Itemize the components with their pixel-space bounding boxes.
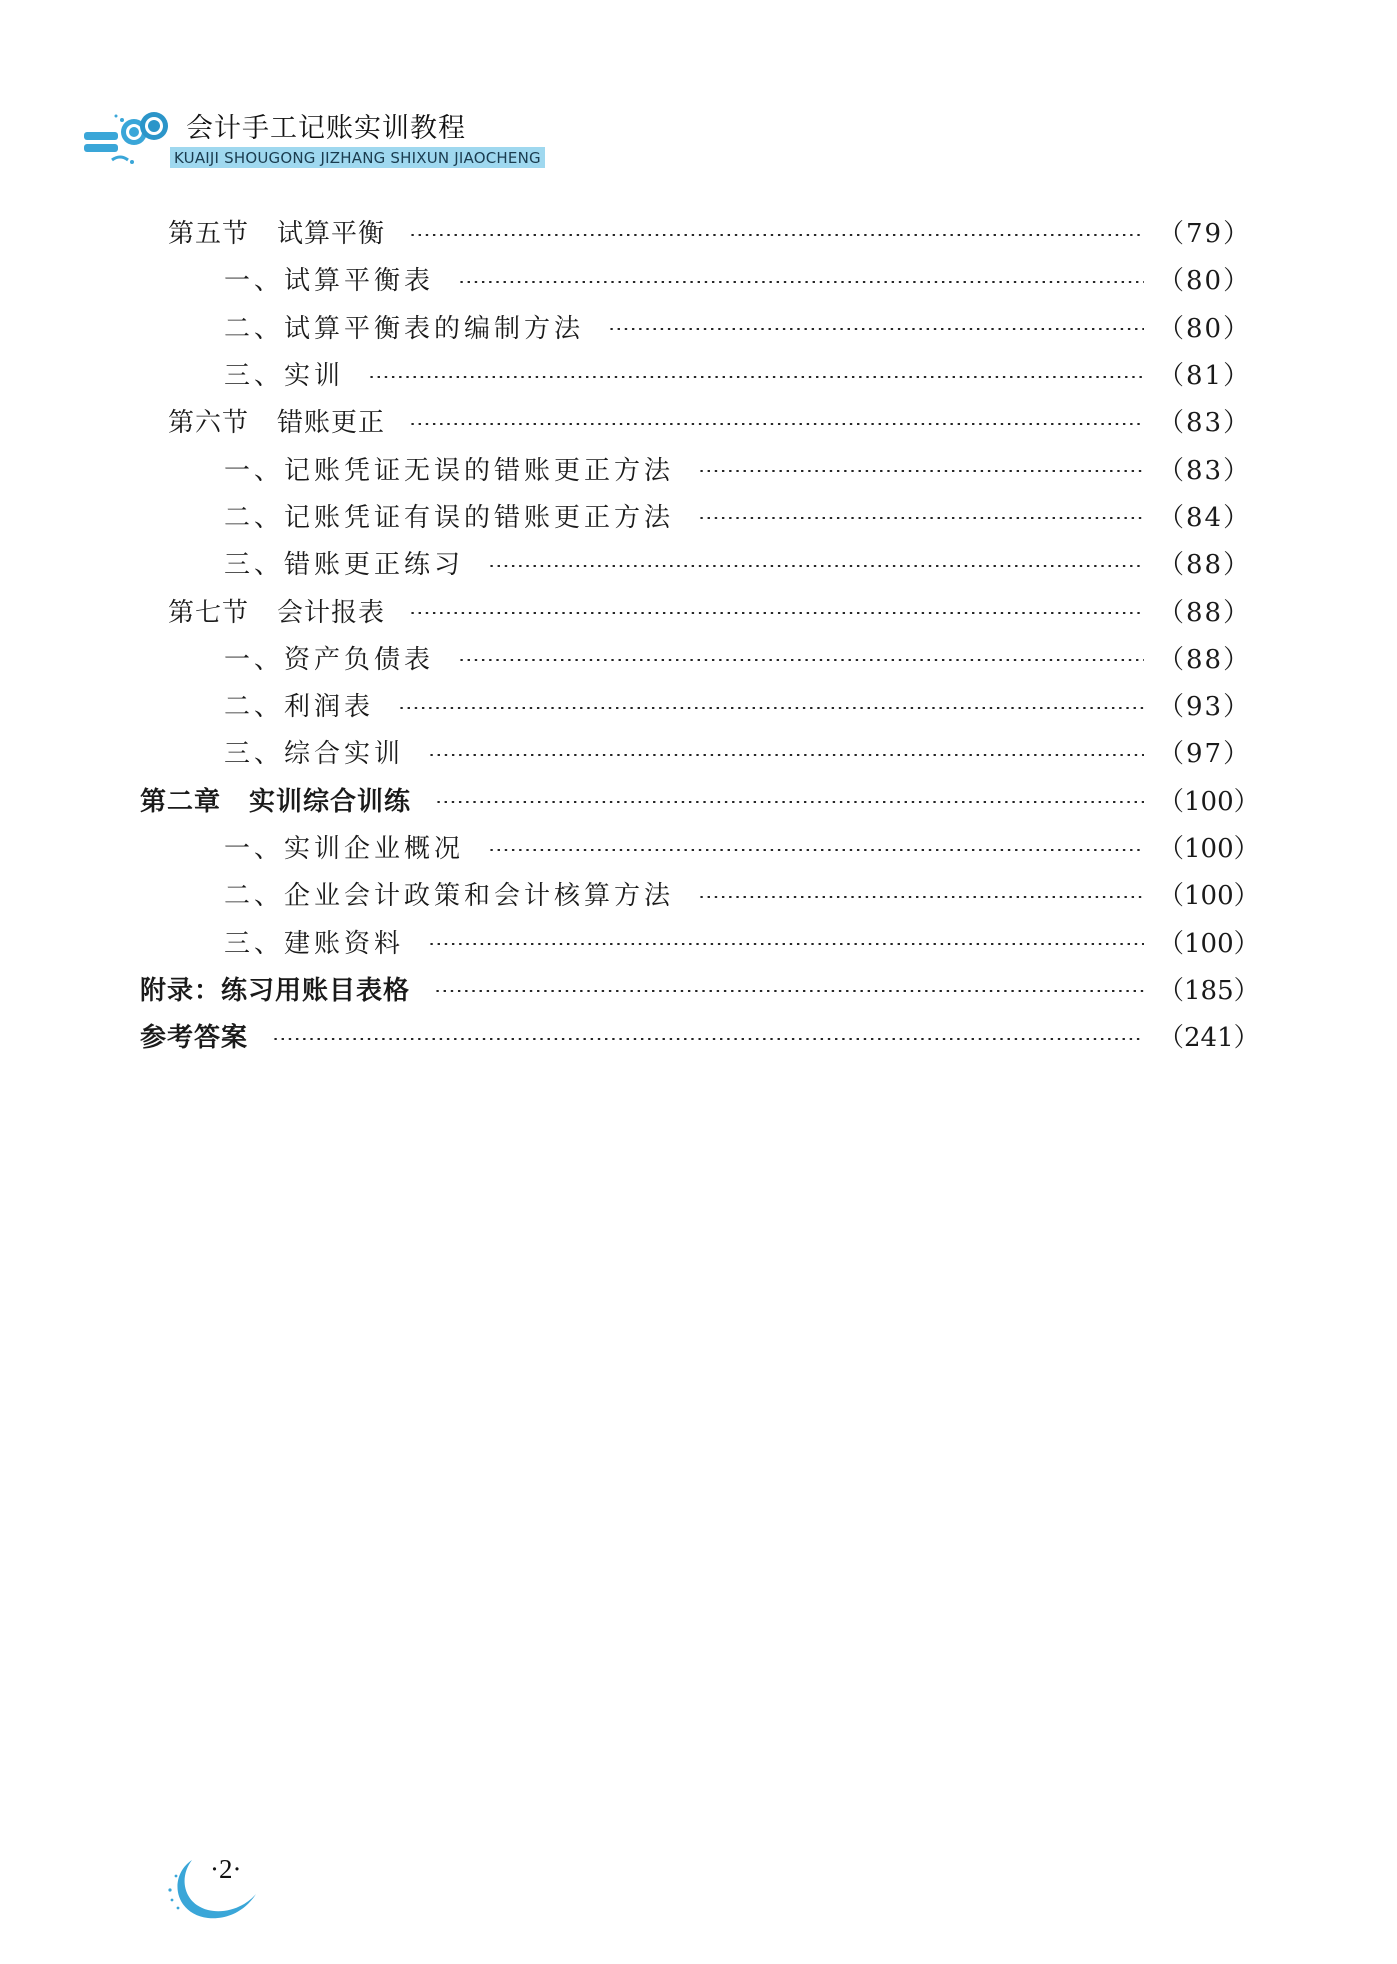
book-title: 会计手工记账实训教程 xyxy=(186,113,466,144)
page-number-footer: ·2· xyxy=(210,1854,242,1884)
dot-leader xyxy=(435,801,1144,803)
entry-title: 三、错账更正练习 xyxy=(224,550,465,581)
entry-title: 一、资产负债表 xyxy=(224,644,435,675)
toc-entry xyxy=(168,350,1252,397)
page-number: （100） xyxy=(1158,834,1260,864)
page-number: （83） xyxy=(1158,455,1252,486)
toc-entry xyxy=(168,823,1260,870)
toc-entry xyxy=(168,539,1252,586)
toc-entry xyxy=(168,917,1260,964)
toc-entry-answers xyxy=(140,1012,1260,1059)
entry-title: 实训综合训练 xyxy=(249,786,412,817)
book-subtitle-pinyin: KUAIJI SHOUGONG JIZHANG SHIXUN JIAOCHENG xyxy=(170,147,545,168)
page-number: （80） xyxy=(1158,266,1252,297)
page-number: （88） xyxy=(1158,597,1252,628)
entry-title: 会计报表 xyxy=(277,597,386,628)
page-number: （93） xyxy=(1158,692,1252,723)
page-number: （88） xyxy=(1158,644,1252,675)
page-number: （79） xyxy=(1158,219,1252,250)
running-header xyxy=(82,100,562,180)
page-number: （241） xyxy=(1158,1023,1260,1054)
dot-leader xyxy=(272,1038,1144,1040)
chapter-number: 第二章 xyxy=(140,786,222,817)
table-of-contents xyxy=(140,208,1260,1059)
entry-title: 参考答案 xyxy=(140,1023,249,1054)
page-number: （83） xyxy=(1158,408,1252,439)
page-footer xyxy=(162,1846,272,1926)
page-number: （81） xyxy=(1158,361,1252,392)
entry-title: 三、建账资料 xyxy=(224,928,405,959)
section-number: 第五节 xyxy=(168,219,250,250)
toc-entry-section-7 xyxy=(168,586,1252,633)
dot-leader xyxy=(698,896,1144,898)
page-number: （97） xyxy=(1158,739,1252,770)
toc-entry xyxy=(168,634,1252,681)
toc-entry-section-5 xyxy=(168,208,1252,255)
toc-entry xyxy=(168,728,1252,775)
dot-leader xyxy=(368,376,1144,378)
dot-leader xyxy=(698,470,1144,472)
page-number: （88） xyxy=(1158,550,1252,581)
page-number: （84） xyxy=(1158,502,1252,533)
dot-leader xyxy=(458,281,1144,283)
entry-title: 一、记账凭证无误的错账更正方法 xyxy=(224,455,675,486)
toc-entry xyxy=(168,444,1252,491)
dot-leader xyxy=(409,234,1144,236)
dot-leader xyxy=(458,659,1144,661)
toc-entry-chapter-2 xyxy=(140,776,1260,823)
entry-title: 三、综合实训 xyxy=(224,739,405,770)
toc-entry xyxy=(168,492,1252,539)
dot-leader xyxy=(434,990,1144,992)
toc-entry xyxy=(168,681,1252,728)
toc-entry xyxy=(168,255,1252,302)
dot-leader xyxy=(428,943,1144,945)
entry-title: 错账更正 xyxy=(277,408,386,439)
dot-leader xyxy=(608,328,1144,330)
entry-title: 一、实训企业概况 xyxy=(224,834,465,864)
entry-title: 附录：练习用账目表格 xyxy=(140,975,411,1006)
dot-leader xyxy=(488,849,1144,851)
dot-leader xyxy=(409,423,1144,425)
toc-entry xyxy=(168,870,1260,917)
page-number: （185） xyxy=(1158,975,1260,1006)
section-number: 第七节 xyxy=(168,597,250,628)
page-number: （100） xyxy=(1158,786,1260,817)
entry-title: 二、记账凭证有误的错账更正方法 xyxy=(224,502,675,533)
dot-leader xyxy=(409,612,1144,614)
page-number: （100） xyxy=(1158,928,1260,959)
toc-entry xyxy=(168,303,1252,350)
toc-entry-appendix xyxy=(140,965,1260,1012)
page-number: （80） xyxy=(1158,313,1252,344)
section-number: 第六节 xyxy=(168,408,250,439)
dot-leader xyxy=(398,707,1144,709)
dot-leader xyxy=(488,565,1144,567)
entry-title: 三、实训 xyxy=(224,361,345,392)
entry-title: 试算平衡 xyxy=(277,219,386,250)
dot-leader xyxy=(428,754,1144,756)
toc-entry-section-6 xyxy=(168,397,1252,444)
entry-title: 一、试算平衡表 xyxy=(224,266,435,297)
page-number: （100） xyxy=(1158,881,1260,912)
entry-title: 二、试算平衡表的编制方法 xyxy=(224,313,585,344)
coins-and-card-icon xyxy=(82,106,182,170)
entry-title: 二、利润表 xyxy=(224,692,375,723)
entry-title: 二、企业会计政策和会计核算方法 xyxy=(224,881,675,912)
dot-leader xyxy=(698,517,1144,519)
